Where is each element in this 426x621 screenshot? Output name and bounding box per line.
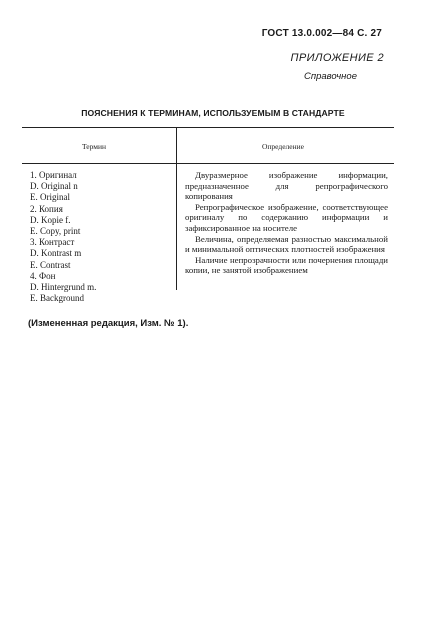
column-header-definitions: Определение xyxy=(262,142,304,151)
term-item: E. Original xyxy=(30,192,70,203)
definition-text: Величина, определяемая разностью максимальной и минимальной оптических плотностей изображения xyxy=(185,233,388,255)
term-item: 2. Копия xyxy=(30,203,63,214)
table-column-divider xyxy=(176,127,177,290)
appendix-title: ПРИЛОЖЕНИЕ 2 xyxy=(290,52,384,64)
definitions-column xyxy=(185,170,388,276)
term-item: E. Copy, print xyxy=(30,226,81,237)
appendix-subtitle: Справочное xyxy=(304,71,357,82)
column-header-terms: Термин xyxy=(82,142,107,151)
terms-list xyxy=(30,170,96,304)
term-item: E. Contrast xyxy=(30,259,71,270)
term-item: D. Kontrast m xyxy=(30,248,82,259)
page-header-standard: ГОСТ 13.0.002—84 С. 27 xyxy=(261,28,382,39)
term-item: D. Kopie f. xyxy=(30,214,71,225)
term-item: D. Original n xyxy=(30,181,78,192)
table-header-rule xyxy=(22,163,394,164)
term-item: 4. Фон xyxy=(30,270,56,281)
amendment-note: (Измененная редакция, Изм. № 1). xyxy=(28,318,189,329)
term-item: E. Background xyxy=(30,293,84,304)
term-item: 1. Оригинал xyxy=(30,170,77,180)
term-item: 3. Контраст xyxy=(30,237,75,248)
table-top-rule xyxy=(22,127,394,128)
definition-text: Двуразмерное изображение информации, предназначенное для репрографического копирования xyxy=(185,170,388,202)
definition-text: Репрографическое изображение, соответствующее оригиналу по содержанию информации и зафиксированное на носителе xyxy=(185,201,388,233)
term-item: D. Hintergrund m. xyxy=(30,282,97,293)
definition-text: Наличие непрозрачности или почернения площади копии, не занятой изображением xyxy=(185,254,388,276)
section-title: ПОЯСНЕНИЯ К ТЕРМИНАМ, ИСПОЛЬЗУЕМЫМ В СТАНДАРТЕ xyxy=(81,108,345,118)
